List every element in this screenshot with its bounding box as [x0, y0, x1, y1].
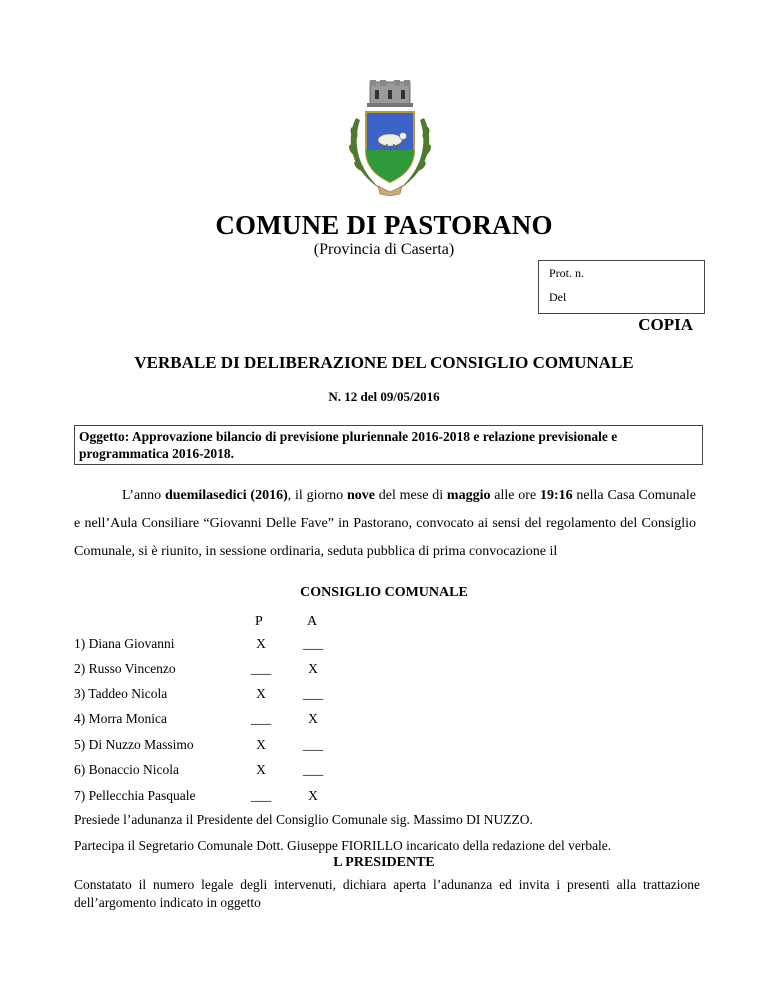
member-name: 5) Di Nuzzo Massimo	[74, 737, 194, 752]
member-absent-mark: ___	[302, 737, 324, 752]
member-absent-mark: ___	[302, 636, 324, 651]
shield-icon	[366, 112, 414, 182]
council-heading: CONSIGLIO COMUNALE	[300, 585, 468, 600]
member-name: 4) Morra Monica	[74, 711, 167, 726]
president-heading: L PRESIDENTE	[333, 855, 435, 870]
crown-icon	[367, 80, 413, 107]
member-present-mark: ___	[250, 788, 272, 803]
member-absent-mark: ___	[302, 686, 324, 701]
secretary-statement: Partecipa il Segretario Comunale Dott. Giuseppe FIORILLO incaricato della redazione del verbale.	[74, 838, 612, 853]
intro-paragraph	[74, 482, 696, 566]
member-absent-mark: X	[308, 661, 318, 676]
absent-column-header: A	[307, 614, 318, 629]
copy-label: COPIA	[638, 315, 693, 334]
ribbon-icon	[378, 186, 402, 196]
intro-day: nove	[346, 488, 375, 503]
member-name: 2) Russo Vincenzo	[74, 661, 176, 676]
member-absent-mark: X	[308, 711, 318, 726]
member-present-mark: X	[256, 636, 266, 651]
intro-text-5: nella Casa Comunale e nell’Aula Consiliare “Giovanni Delle Fave” in Pastorano, convocato ai sensi del regolamento del Consiglio Comunale, si è riunito, in sessione ordinaria, seduta pubblica di prima convocazione il	[74, 488, 696, 559]
member-present-mark: X	[256, 737, 266, 752]
member-name: 3) Taddeo Nicola	[74, 686, 168, 701]
member-name: 1) Diana Giovanni	[74, 636, 175, 651]
intro-year: duemilasedici (2016)	[164, 488, 288, 503]
intro-text-2: , il giorno	[287, 488, 347, 503]
protocol-number-label: Prot. n.	[549, 266, 585, 280]
presiding-statement: Presiede l’adunanza il Presidente del Consiglio Comunale sig. Massimo DI NUZZO.	[74, 812, 533, 827]
intro-text-4: alle ore	[490, 488, 540, 503]
present-column-header: P	[255, 614, 263, 629]
subject-box	[74, 425, 703, 465]
member-absent-mark: ___	[302, 762, 324, 777]
province-subtitle: (Provincia di Caserta)	[313, 241, 455, 258]
municipal-crest-emblem	[342, 78, 438, 200]
member-present-mark: X	[256, 686, 266, 701]
member-present-mark: ___	[250, 661, 272, 676]
deliberation-number: N. 12 del 09/05/2016	[328, 389, 440, 404]
member-name: 7) Pellecchia Pasquale	[74, 788, 196, 803]
member-present-mark: ___	[250, 711, 272, 726]
intro-text-3: del mese di	[374, 488, 447, 503]
intro-time: 19:16	[539, 488, 573, 503]
document-heading: VERBALE DI DELIBERAZIONE DEL CONSIGLIO COMUNALE	[134, 353, 634, 372]
quorum-statement: Constatato il numero legale degli intervenuti, dichiara aperta l’adunanza ed invita i presenti alla trattazione dell’argomento indicato in oggetto	[74, 877, 700, 910]
member-name: 6) Bonaccio Nicola	[74, 762, 179, 777]
protocol-date-label: Del	[549, 290, 567, 304]
subject-text: : Approvazione bilancio di previsione pluriennale 2016-2018 e relazione previsionale e programmatica 2016-2018.	[79, 429, 618, 461]
protocol-box	[538, 260, 705, 314]
intro-text-1: L’anno	[122, 488, 165, 503]
member-absent-mark: X	[308, 788, 318, 803]
intro-month: maggio	[446, 488, 491, 503]
member-present-mark: X	[256, 762, 266, 777]
municipality-title: COMUNE DI PASTORANO	[215, 210, 553, 240]
subject-label: Oggetto	[79, 429, 125, 444]
